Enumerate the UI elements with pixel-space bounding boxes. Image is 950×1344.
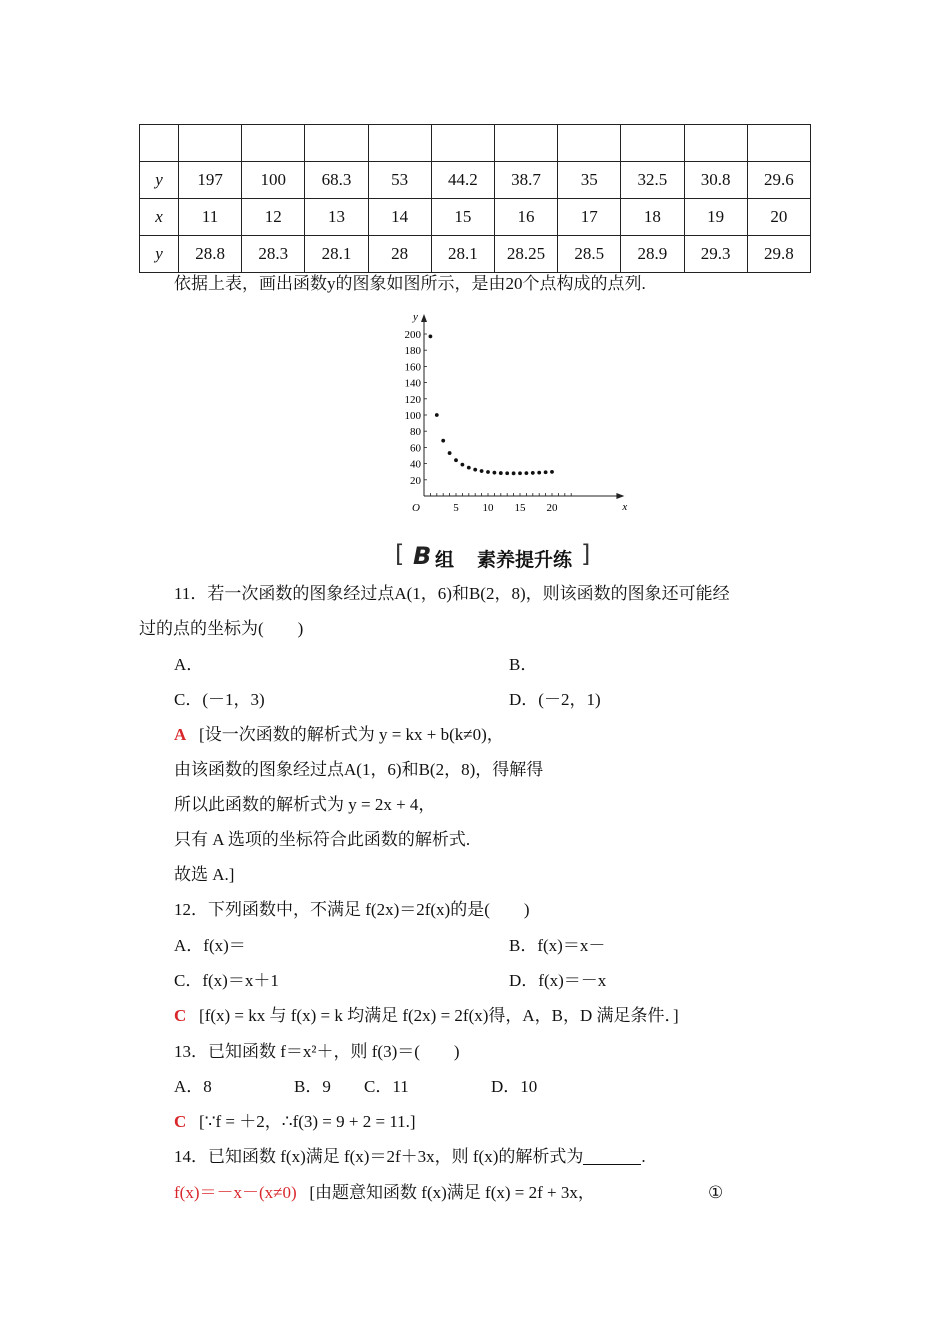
table-cell: 29.3 — [684, 236, 747, 273]
table-cell: 18 — [621, 199, 684, 236]
q13-option-a: A．8 — [174, 1077, 212, 1096]
table-cell: 28.9 — [621, 236, 684, 273]
right-bracket: ] — [581, 540, 591, 568]
data-point — [550, 470, 554, 474]
table-cell: 28.8 — [179, 236, 242, 273]
q11-option-c: C．(－1，3) — [174, 690, 265, 709]
table-cell: 100 — [242, 162, 305, 199]
table-cell: 19 — [684, 199, 747, 236]
q14-sol: [由题意知函数 f(x)满足 f(x) = 2f + 3x， — [309, 1183, 595, 1202]
q14-answer-blank — [583, 1146, 641, 1165]
data-point — [486, 470, 490, 474]
q11-solution-line2: 由该函数的图象经过点A(1，6)和B(2，8)，得解得 — [174, 760, 544, 779]
data-point — [448, 451, 452, 455]
q11-solution-line1 — [174, 723, 504, 747]
section-title: 素养提升练 — [477, 549, 573, 571]
table-cell — [747, 125, 810, 162]
q11-sol1: [设一次函数的解析式为 y = kx + b(k≠0)， — [199, 725, 504, 744]
table-cell: 35 — [558, 162, 621, 199]
data-point — [499, 471, 503, 475]
q14-answer: f(x)＝－x－(x≠0) — [174, 1183, 297, 1202]
x-tick-label: 15 — [514, 502, 526, 514]
table-cell: 12 — [242, 199, 305, 236]
q12-option-b: B．f(x)＝x－ — [509, 936, 606, 955]
table-cell: 32.5 — [621, 162, 684, 199]
q11-answer: A — [174, 725, 187, 744]
table-cell — [242, 125, 305, 162]
table-cell: 29.8 — [747, 236, 810, 273]
data-point — [461, 463, 465, 467]
q11-solution-line4: 只有 A 选项的坐标符合此函数的解析式. — [174, 830, 471, 849]
y-axis-arrow — [421, 314, 427, 322]
data-point — [505, 471, 509, 475]
x-tick-label: 20 — [546, 502, 558, 514]
table-cell: 28.25 — [494, 236, 557, 273]
data-point — [454, 458, 458, 462]
table-cell — [431, 125, 494, 162]
y-tick-label: 120 — [404, 393, 421, 406]
q11-option-b: B． — [509, 655, 538, 674]
data-point — [473, 468, 477, 472]
origin-label: O — [412, 502, 420, 514]
group-badge: B — [413, 542, 432, 570]
table-cell: 28.1 — [431, 236, 494, 273]
x-tick-label: 5 — [453, 502, 459, 514]
table-cell: 30.8 — [684, 162, 747, 199]
y-tick-label: 80 — [410, 426, 421, 439]
table-cell: 28.3 — [242, 236, 305, 273]
q12-solution — [174, 1004, 679, 1028]
data-point — [531, 471, 535, 475]
table-cell: 53 — [368, 162, 431, 199]
q12-answer: C — [174, 1006, 187, 1025]
q11-solution-line3: 所以此函数的解析式为 y = 2x + 4， — [174, 795, 436, 814]
table-cell: 38.7 — [494, 162, 557, 199]
q12-stem: 12．下列函数中，不满足 f(2x)＝2f(x)的是( ) — [174, 900, 530, 919]
scatter-chart — [385, 305, 628, 525]
figure-caption: 依据上表，画出函数y的图象如图所示，是由20个点构成的点列. — [174, 274, 646, 293]
q13-option-b: B．9 — [294, 1077, 331, 1096]
q11-stem-line2: 过的点的坐标为( ) — [139, 619, 304, 638]
q13-option-d: D．10 — [491, 1077, 538, 1096]
q12-sol: [f(x) = kx 与 f(x) = k 均满足 f(2x) = 2f(x)得，A，B，D 满足条件．] — [199, 1006, 679, 1025]
y-tick-label: 100 — [404, 410, 421, 422]
q14-equation-mark: ① — [708, 1183, 724, 1202]
data-point — [480, 469, 484, 473]
q13-sol: [∵f = ＋2，∴f(3) = 9 + 2 = 11.] — [199, 1112, 416, 1131]
data-table — [139, 124, 811, 273]
table-row-header — [140, 125, 179, 162]
q14-stem-row — [174, 1145, 646, 1169]
data-point — [512, 471, 516, 475]
table-row-header: x — [140, 199, 179, 236]
data-point — [441, 439, 445, 443]
table-cell: 28 — [368, 236, 431, 273]
table-row-header: y — [140, 162, 179, 199]
table-cell — [684, 125, 747, 162]
x-tick-label: 10 — [482, 502, 494, 514]
q12-option-a: A．f(x)＝ — [174, 936, 246, 955]
q13-solution — [174, 1110, 416, 1134]
data-point — [537, 471, 541, 475]
data-point — [429, 335, 433, 339]
table-row — [140, 162, 811, 199]
table-row — [140, 199, 811, 236]
y-tick-label: 20 — [410, 474, 421, 487]
data-point — [518, 471, 522, 475]
table-cell: 11 — [179, 199, 242, 236]
q14-stem-end: . — [641, 1147, 646, 1166]
table-cell: 14 — [368, 199, 431, 236]
q14-stem: 14．已知函数 f(x)满足 f(x)＝2f＋3x，则 f(x)的解析式为 — [174, 1147, 584, 1166]
y-tick-label: 180 — [404, 345, 421, 358]
q12-option-d: D．f(x)＝－x — [509, 971, 607, 990]
y-tick-label: 60 — [410, 442, 421, 455]
y-tick-label: 160 — [404, 361, 421, 374]
table-cell — [305, 125, 368, 162]
x-axis-label: x — [622, 501, 628, 513]
data-point — [493, 471, 497, 475]
table-row — [140, 125, 811, 162]
table-cell: 44.2 — [431, 162, 494, 199]
q11-stem-line1: 11．若一次函数的图象经过点A(1，6)和B(2，8)，则该函数的图象还可能经 — [174, 584, 730, 603]
q11-option-a: A． — [174, 655, 204, 674]
q13-stem: 13．已知函数 f＝x²＋，则 f(3)＝( ) — [174, 1042, 460, 1061]
data-point — [435, 413, 439, 417]
data-point — [525, 471, 529, 475]
table-cell — [368, 125, 431, 162]
table-cell: 28.1 — [305, 236, 368, 273]
y-axis-label: y — [413, 310, 418, 323]
section-header — [395, 542, 595, 570]
table-cell: 20 — [747, 199, 810, 236]
q11-option-d: D．(－2，1) — [509, 690, 601, 709]
table-cell: 16 — [494, 199, 557, 236]
q13-option-c: C．11 — [364, 1077, 409, 1096]
table-cell: 17 — [558, 199, 621, 236]
data-point — [544, 470, 548, 474]
table-cell — [558, 125, 621, 162]
y-tick-label: 140 — [404, 377, 421, 390]
table-cell — [494, 125, 557, 162]
table-cell: 197 — [179, 162, 242, 199]
q14-solution — [174, 1181, 595, 1205]
q12-option-c: C．f(x)＝x＋1 — [174, 971, 279, 990]
left-bracket: [ — [395, 540, 405, 568]
y-tick-label: 40 — [410, 458, 421, 471]
x-axis-arrow — [616, 493, 624, 499]
table-cell: 68.3 — [305, 162, 368, 199]
table-cell: 29.6 — [747, 162, 810, 199]
table-cell: 13 — [305, 199, 368, 236]
q13-answer: C — [174, 1112, 187, 1131]
table-cell — [179, 125, 242, 162]
table-row-header: y — [140, 236, 179, 273]
table-cell: 28.5 — [558, 236, 621, 273]
group-label: 组 — [435, 549, 455, 571]
table-row — [140, 236, 811, 273]
table-cell: 15 — [431, 199, 494, 236]
table-cell — [621, 125, 684, 162]
q11-solution-line5: 故选 A.] — [174, 865, 235, 884]
data-point — [467, 466, 471, 470]
y-tick-label: 200 — [404, 329, 421, 341]
